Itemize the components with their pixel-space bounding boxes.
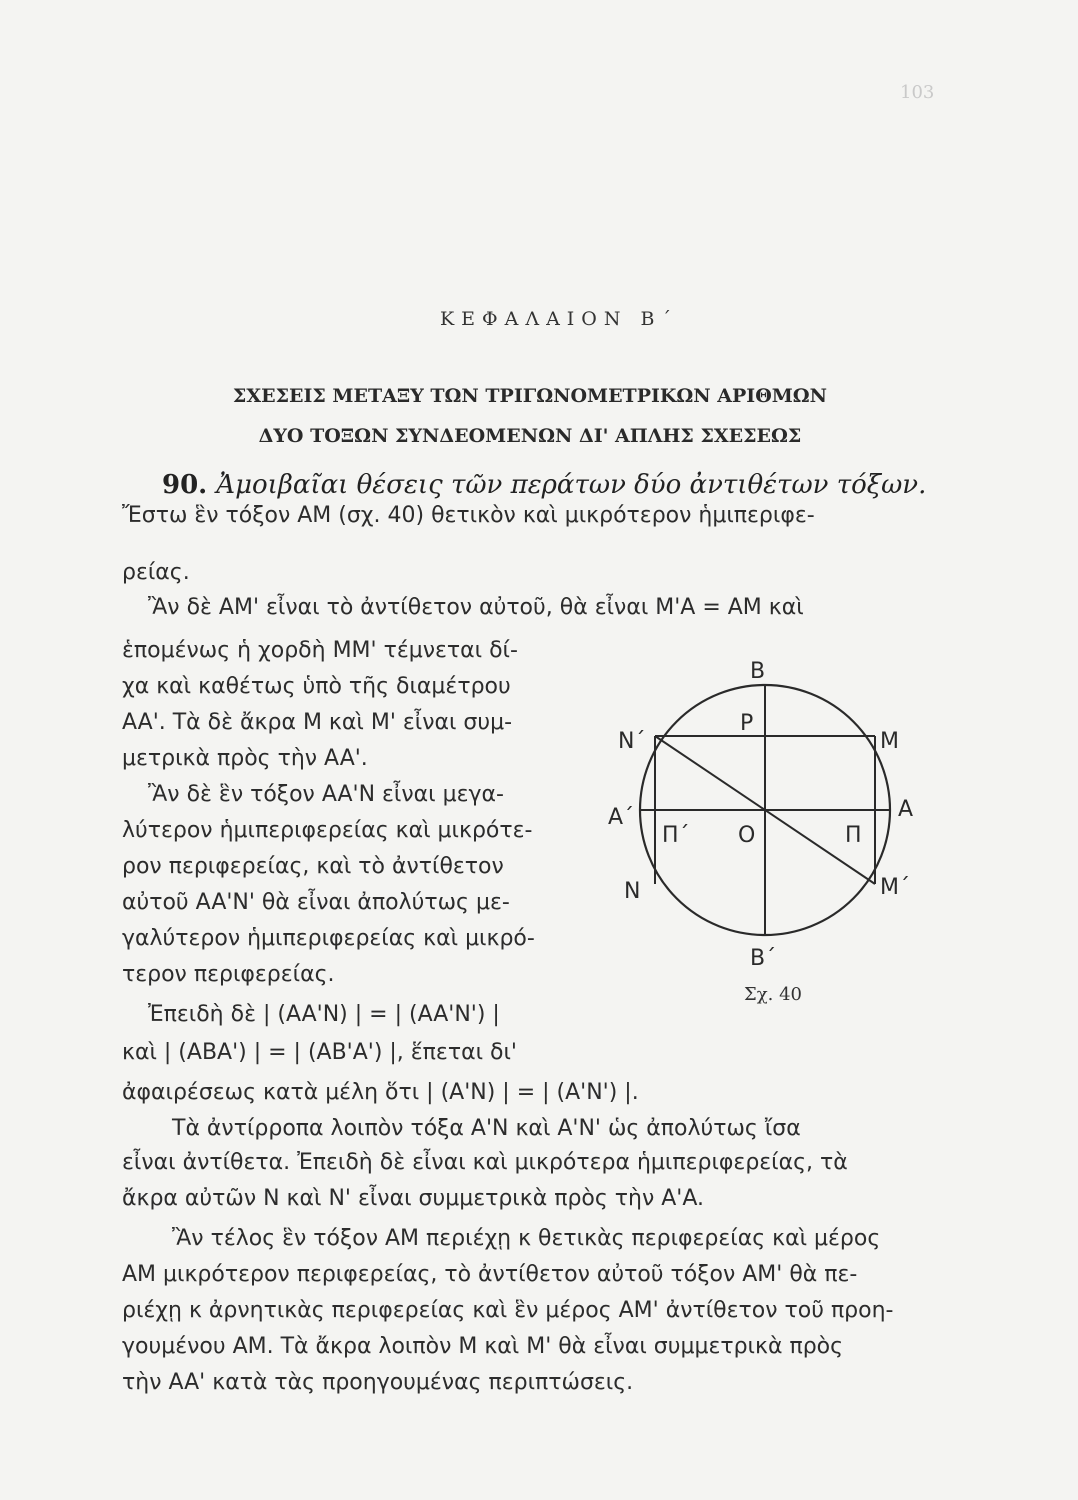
text-line: Ἔστω ἓν τόξον AM (σχ. 40) θετικὸν καὶ μικρότερον ἡμιπεριφε- — [122, 503, 815, 528]
section-number: 90. — [162, 470, 208, 500]
text-line: Ἂν δὲ ἓν τόξον AA'N εἶναι μεγα- — [148, 782, 504, 807]
text-line: Ἂν δὲ AM' εἶναι τὸ ἀντίθετον αὐτοῦ, θὰ εἶναι M'A = AM καὶ — [148, 595, 804, 620]
label-b-prime: B΄ — [750, 946, 777, 971]
text-line: Τὰ ἀντίρροπα λοιπὸν τόξα A'N καὶ A'N' ὡς ἀπολύτως ἴσα — [172, 1116, 801, 1141]
text-line: Ἂν τέλος ἓν τόξον AM περιέχῃ κ θετικὰς περιφερείας καὶ μέρος — [172, 1226, 881, 1251]
text-line: τερον περιφερείας. — [122, 962, 335, 987]
text-line: γαλύτερον ἡμιπεριφερείας καὶ μικρό- — [122, 926, 535, 951]
text-line: ρον περιφερείας, καὶ τὸ ἀντίθετον — [122, 854, 504, 879]
text-line: μετρικὰ πρὸς τὴν AA'. — [122, 746, 368, 771]
text-line: AM μικρότερον περιφερείας, τὸ ἀντίθετον αὐτοῦ τόξον AM' θὰ πε- — [122, 1262, 858, 1287]
text-line: εἶναι ἀντίθετα. Ἐπειδὴ δὲ εἶναι καὶ μικρότερα ἡμιπεριφερείας, τὰ — [122, 1150, 848, 1175]
chapter-title-line: ΣΧΕΣΕΙΣ ΜΕΤΑΞΥ ΤΩΝ ΤΡΙΓΩΝΟΜΕΤΡΙΚΩΝ ΑΡΙΘΜΩΝ — [232, 385, 828, 407]
label-a: A — [898, 797, 914, 822]
label-o: O — [738, 823, 756, 848]
chapter-label: ΚΕΦΑΛΑΙΟΝ Β΄ — [439, 308, 678, 330]
text-line: AA'. Τὰ δὲ ἄκρα M καὶ M' εἶναι συμ- — [122, 710, 513, 735]
label-p: P — [740, 711, 754, 736]
label-m: M — [880, 729, 899, 754]
label-b: B — [750, 660, 766, 684]
text-line: αὐτοῦ AA'N' θὰ εἶναι ἀπολύτως με- — [122, 890, 510, 915]
text-line: τὴν AA' κατὰ τὰς προηγουμένας περιπτώσεις. — [122, 1370, 634, 1395]
text-line: καὶ | (ABA') | = | (AB'A') |, ἕπεται δι' — [122, 1040, 517, 1065]
label-pi: Π — [845, 823, 862, 848]
label-pi-prime: Π΄ — [662, 823, 690, 848]
text-line: ρείας. — [122, 560, 190, 585]
chapter-title — [150, 376, 910, 456]
text-line: λύτερον ἡμιπεριφερείας καὶ μικρότε- — [122, 818, 533, 843]
text-line: χα καὶ καθέτως ὑπὸ τῆς διαμέτρου — [122, 674, 511, 699]
label-n-prime: N΄ — [618, 729, 646, 754]
text-line: ριέχῃ κ ἀρνητικὰς περιφερείας καὶ ἓν μέρος AM' ἀντίθετον τοῦ προη- — [122, 1298, 894, 1323]
circle-diagram — [600, 660, 940, 1010]
label-n: N — [624, 879, 641, 904]
page-number: 103 — [900, 82, 935, 103]
figure-caption: Σχ. 40 — [744, 984, 802, 1005]
text-line: Ἐπειδὴ δὲ | (AA'N) | = | (AA'N') | — [148, 1002, 500, 1027]
text-line: γουμένου AM. Τὰ ἄκρα λοιπὸν M καὶ M' θὰ εἶναι συμμετρικὰ πρὸς — [122, 1334, 844, 1359]
label-m-prime: M΄ — [880, 875, 910, 900]
chapter-title-line: ΔΥΟ ΤΟΞΩΝ ΣΥΝΔΕΟΜΕΝΩΝ ΔΙ' ΑΠΛΗΣ ΣΧΕΣΕΩΣ — [258, 425, 802, 447]
text-line: ἄκρα αὐτῶν N καὶ N' εἶναι συμμετρικὰ πρὸς τὴν A'A. — [122, 1186, 705, 1211]
section-heading — [162, 470, 962, 500]
text-line: ἑπομένως ἡ χορδὴ MM' τέμνεται δί- — [122, 638, 518, 663]
text-line: ἀφαιρέσεως κατὰ μέλη ὅτι | (A'N) | = | (A'N') |. — [122, 1080, 639, 1105]
figure-40 — [600, 660, 940, 1010]
section-title: Ἀμοιβαῖαι θέσεις τῶν περάτων δύο ἀντιθέτων τόξων. — [216, 470, 927, 500]
label-a-prime: A΄ — [608, 805, 635, 830]
